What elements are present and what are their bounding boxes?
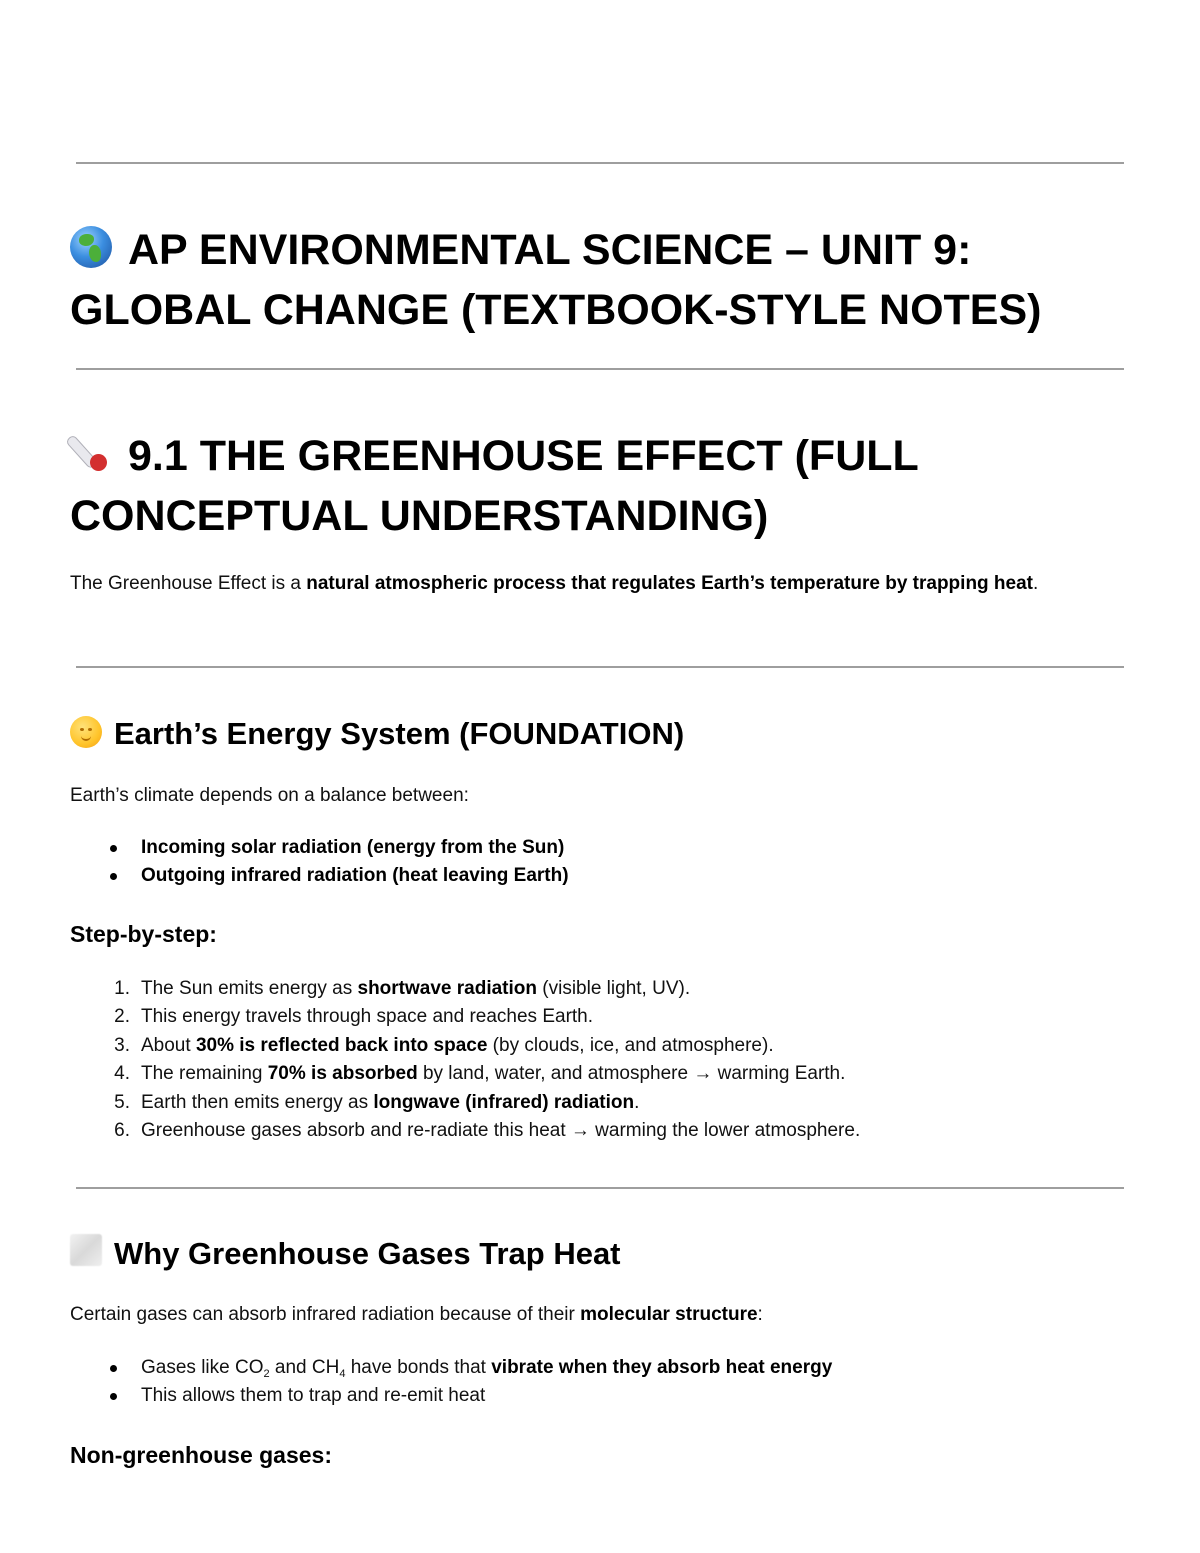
globe-icon [70, 226, 112, 268]
step-number: 6. [114, 1120, 130, 1142]
steps-heading: Step-by-step: [70, 921, 217, 947]
list-item-text: Incoming solar radiation (energy from the Sun) [141, 837, 565, 858]
energy-system-heading-text: Earth’s Energy System (FOUNDATION) [114, 716, 685, 751]
list-item-bold: vibrate when they absorb heat energy [491, 1357, 833, 1378]
step-bold: longwave (infrared) radiation [373, 1091, 635, 1113]
trap-intro-prefix: Certain gases can absorb infrared radiation because of their [70, 1304, 581, 1325]
gas-icon [70, 1234, 102, 1266]
trap-intro-suffix: : [757, 1304, 763, 1325]
step-text: Earth then emits energy as [141, 1091, 374, 1113]
step-number: 1. [114, 978, 130, 999]
list-item [70, 1354, 1130, 1382]
list-item [70, 1060, 1130, 1088]
document-title-text: AP ENVIRONMENTAL SCIENCE – UNIT 9: GLOBAL CHANGE (TEXTBOOK-STYLE NOTES) [70, 226, 1042, 334]
step-bold: shortwave radiation [357, 978, 537, 999]
list-item [70, 862, 1130, 890]
energy-balance-list [70, 834, 1130, 891]
step-number: 4. [114, 1063, 130, 1085]
list-item-text: Outgoing infrared radiation (heat leaving Earth) [141, 865, 569, 887]
step-number: 3. [114, 1034, 130, 1056]
step-bold: 30% is reflected back into space [195, 1034, 488, 1056]
step-bold: 70% is absorbed [267, 1063, 418, 1085]
step-text: (visible light, UV). [537, 978, 691, 999]
energy-system-heading [70, 714, 684, 754]
horizontal-rule [76, 1187, 1124, 1189]
step-text: The Sun emits energy as [141, 978, 358, 999]
step-text: About [141, 1034, 196, 1056]
step-text: by land, water, and atmosphere → warming Earth. [417, 1063, 846, 1085]
step-number: 5. [114, 1091, 130, 1113]
greenhouse-intro [70, 570, 1130, 598]
section-heading-9-1-text: 9.1 THE GREENHOUSE EFFECT (FULL CONCEPTUAL UNDERSTANDING) [70, 432, 918, 540]
thermometer-icon [70, 430, 114, 474]
document-title [70, 220, 1150, 340]
subscript: 2 [263, 1368, 270, 1380]
trap-heat-heading [70, 1234, 621, 1274]
steps-list [70, 975, 1130, 1145]
list-item-text: have bonds that [345, 1357, 492, 1378]
intro-prefix: The Greenhouse Effect is a [70, 573, 307, 594]
trap-intro-bold: molecular structure [580, 1304, 758, 1325]
intro-bold: natural atmospheric process that regulates Earth’s temperature by trapping heat [306, 573, 1034, 594]
list-item [70, 834, 1130, 862]
horizontal-rule [76, 666, 1124, 668]
list-item-text: and CH [269, 1357, 340, 1378]
section-heading-9-1 [70, 426, 1150, 546]
step-text: Greenhouse gases absorb and re-radiate this heat → warming the lower atmosphere. [141, 1120, 861, 1142]
list-item-text: Gases like CO [141, 1357, 264, 1378]
list-item [70, 1089, 1130, 1117]
trap-heat-heading-text: Why Greenhouse Gases Trap Heat [114, 1236, 621, 1271]
list-item [70, 1382, 1130, 1410]
list-item-text: This allows them to trap and re-emit heat [141, 1385, 486, 1407]
horizontal-rule [76, 368, 1124, 370]
step-text: . [634, 1091, 640, 1113]
energy-balance-intro: Earth’s climate depends on a balance between: [70, 785, 469, 806]
trap-heat-list [70, 1354, 1130, 1411]
step-text: (by clouds, ice, and atmosphere). [487, 1034, 774, 1056]
sun-icon [70, 716, 102, 748]
list-item [70, 1117, 1130, 1145]
list-item [70, 975, 1130, 1003]
intro-suffix: . [1033, 573, 1039, 594]
step-text: The remaining [141, 1063, 268, 1085]
horizontal-rule [76, 162, 1124, 164]
step-number: 2. [114, 1006, 130, 1028]
non-greenhouse-gases-heading: Non-greenhouse gases: [70, 1442, 332, 1468]
trap-heat-intro [70, 1301, 1130, 1329]
subscript: 4 [339, 1368, 346, 1380]
list-item [70, 1032, 1130, 1060]
list-item [70, 1003, 1130, 1031]
step-text: This energy travels through space and reaches Earth. [141, 1006, 594, 1028]
